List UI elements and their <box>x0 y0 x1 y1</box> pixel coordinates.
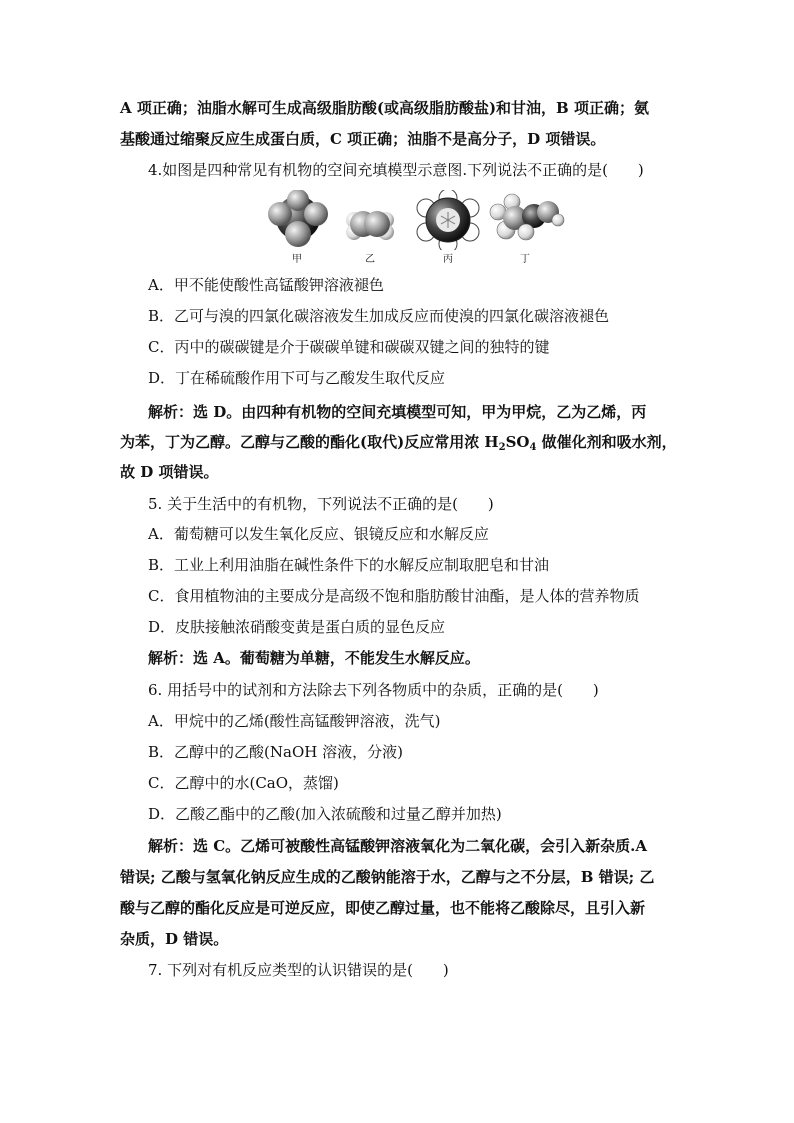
benzene-model <box>417 190 479 250</box>
q6-analysis-line2: 错误; 乙酸与氢氧化钠反应生成的乙酸钠能溶于水，乙醇与之不分层，B 错误; 乙 <box>120 868 655 886</box>
q6-stem: 6. 用括号中的试剂和方法除去下列各物质中的杂质，正确的是( ) <box>148 681 599 699</box>
q4-option-d: D．丁在稀硫酸作用下可与乙酸发生取代反应 <box>148 369 446 387</box>
methane-model <box>268 190 328 247</box>
q4-analysis-line1: 解析：选 D。由四种有机物的空间充填模型可知，甲为甲烷，乙为乙烯，丙 <box>148 403 647 421</box>
so4-subscript: 4 <box>529 442 537 453</box>
space-filling-models <box>260 190 570 250</box>
q6-option-c: C．乙醇中的水(CaO，蒸馏) <box>148 774 339 792</box>
q4-analysis-line2-pre: 为苯，丁为乙醇。乙醇与乙酸的酯化(取代)反应常用浓 H <box>120 433 499 451</box>
ethylene-model <box>346 211 394 240</box>
q6-option-a: A．甲烷中的乙烯(酸性高锰酸钾溶液，洗气) <box>148 712 441 730</box>
q3-analysis-line2: 基酸通过缩聚反应生成蛋白质，C 项正确；油脂不是高分子，D 项错误。 <box>120 130 606 148</box>
ethanol-model <box>490 194 564 240</box>
q5-option-d: D．皮肤接触浓硝酸变黄是蛋白质的显色反应 <box>148 618 446 636</box>
q4-analysis-line3: 故 D 项错误。 <box>120 463 219 481</box>
figure-label-bing: 丙 <box>443 254 453 265</box>
q5-stem: 5. 关于生活中的有机物，下列说法不正确的是( ) <box>148 495 494 513</box>
q6-option-d: D．乙酸乙酯中的乙酸(加入浓硫酸和过量乙醇并加热) <box>148 805 502 823</box>
figure-label-ding: 丁 <box>520 254 530 265</box>
q4-analysis-line2-post: 做催化剂和吸水剂， <box>536 433 677 451</box>
q6-option-b: B．乙醇中的乙酸(NaOH 溶液，分液) <box>148 743 403 761</box>
q6-analysis-line4: 杂质，D 错误。 <box>120 930 229 948</box>
q5-analysis: 解析：选 A。葡萄糖为单糖，不能发生水解反应。 <box>148 649 480 667</box>
q5-option-a: A．葡萄糖可以发生氧化反应、银镜反应和水解反应 <box>148 525 489 543</box>
so-text: SO <box>505 433 530 451</box>
q6-analysis-line3: 酸与乙醇的酯化反应是可逆反应，即使乙醇过量，也不能将乙酸除尽，且引入新 <box>120 899 646 917</box>
q6-analysis-line1: 解析：选 C。乙烯可被酸性高锰酸钾溶液氧化为二氧化碳，会引入新杂质.A <box>148 837 648 855</box>
q4-option-b: B．乙可与溴的四氯化碳溶液发生加成反应而使溴的四氯化碳溶液褪色 <box>148 307 610 325</box>
q7-stem: 7. 下列对有机反应类型的认识错误的是( ) <box>148 961 449 979</box>
q4-analysis-line2 <box>120 432 677 458</box>
figure-label-jia: 甲 <box>292 254 302 265</box>
h2-subscript: 2 <box>498 442 506 453</box>
molecule-figure <box>260 190 570 270</box>
q5-option-b: B．工业上利用油脂在碱性条件下的水解反应制取肥皂和甘油 <box>148 556 550 574</box>
q5-option-c: C．食用植物油的主要成分是高级不饱和脂肪酸甘油酯，是人体的营养物质 <box>148 587 640 605</box>
figure-label-yi: 乙 <box>365 254 375 265</box>
q3-analysis-line1: A 项正确；油脂水解可生成高级脂肪酸(或高级脂肪酸盐)和甘油，B 项正确；氨 <box>120 99 649 117</box>
q4-option-a: A．甲不能使酸性高锰酸钾溶液褪色 <box>148 276 384 294</box>
q4-option-c: C．丙中的碳碳键是介于碳碳单键和碳碳双键之间的独特的键 <box>148 338 550 356</box>
q4-stem: 4.如图是四种常见有机物的空间充填模型示意图.下列说法不正确的是( ) <box>148 161 644 179</box>
